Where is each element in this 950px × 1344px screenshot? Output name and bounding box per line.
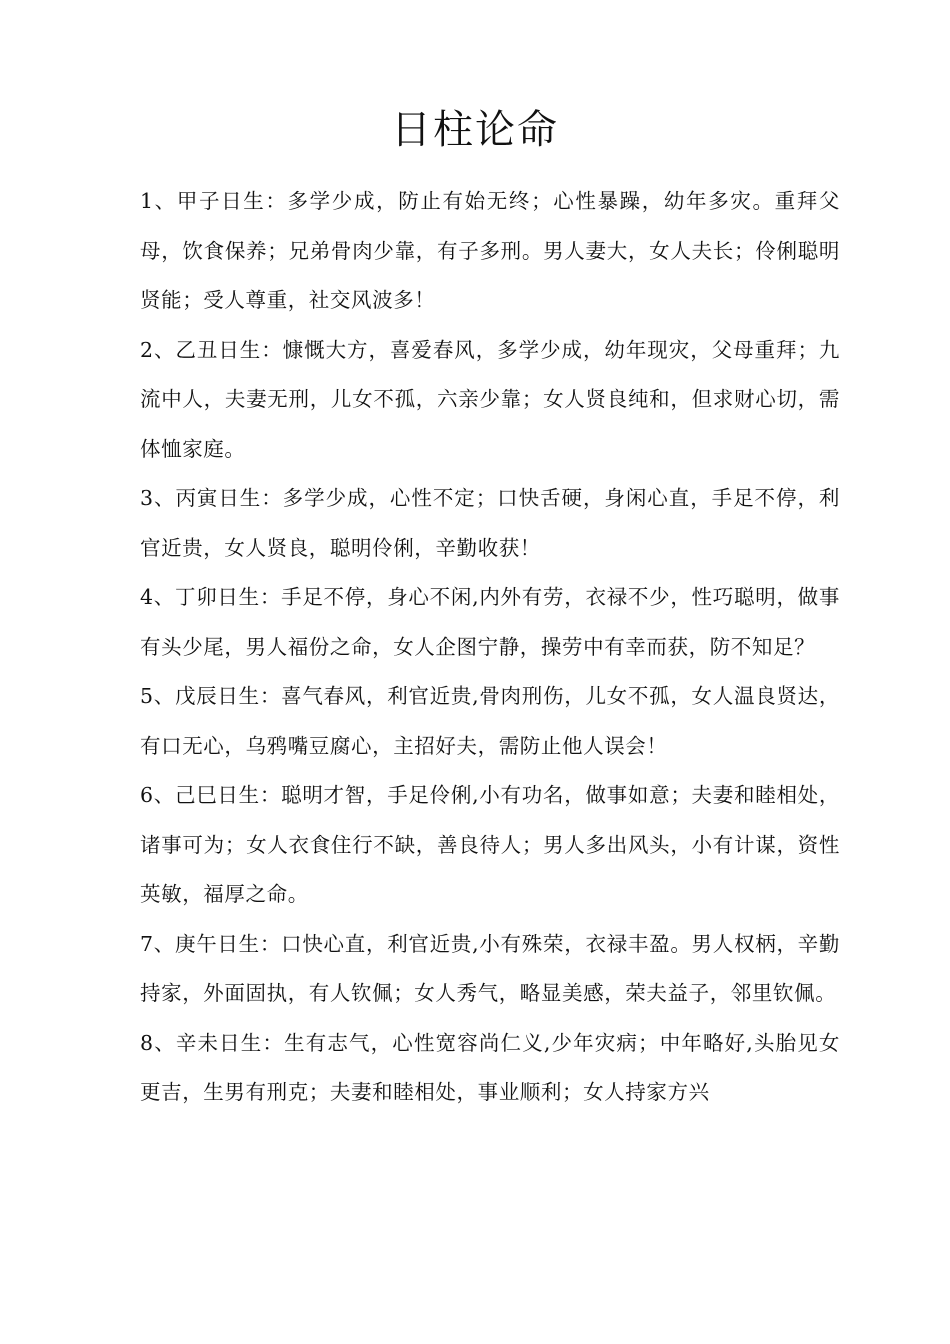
entry-8: 8、辛未日生：生有志气，心性宽容尚仁义,少年灾病；中年略好,头胎见女更吉，生男有刑克；夫妻和睦相处，事业顺利；女人持家方兴 [140,1030,840,1104]
entry-3: 3、丙寅日生：多学少成，心性不定；口快舌硬，身闲心直，手足不停，利官近贵，女人贤良，聪明伶俐，辛勤收获！ [140,486,840,560]
entry-4: 4、丁卯日生：手足不停，身心不闲,内外有劳，衣禄不少，性巧聪明，做事有头少尾，男人福份之命，女人企图宁静，操劳中有幸而获，防不知足？ [140,585,840,659]
entry-1: 1、甲子日生：多学少成，防止有始无终；心性暴躁，幼年多灾。重拜父母，饮食保养；兄弟骨肉少靠，有子多刑。男人妻大，女人夫长；伶俐聪明贤能；受人尊重，社交风波多！ [140,189,840,312]
document-body [140,177,840,1118]
entry-5: 5、戊辰日生：喜气春风，利官近贵,骨肉刑伤，儿女不孤，女人温良贤达，有口无心，乌鸦嘴豆腐心，主招好夫，需防止他人误会！ [140,684,840,758]
entry-7: 7、庚午日生：口快心直，利官近贵,小有殊荣，衣禄丰盈。男人权柄，辛勤持家，外面固执，有人钦佩；女人秀气，略显美感，荣夫益子，邻里钦佩。 [140,931,840,1005]
page-title: 日柱论命 [391,107,559,153]
entry-2: 2、乙丑日生：慷慨大方，喜爱春风，多学少成，幼年现灾，父母重拜；九流中人，夫妻无刑，儿女不孤，六亲少靠；女人贤良纯和，但求财心切，需体恤家庭。 [140,337,840,461]
entry-6: 6、己巳日生：聪明才智，手足伶俐,小有功名，做事如意；夫妻和睦相处，诸事可为；女人衣食住行不缺，善良待人；男人多出风头，小有计谋，资性英敏，福厚之命。 [140,783,840,906]
